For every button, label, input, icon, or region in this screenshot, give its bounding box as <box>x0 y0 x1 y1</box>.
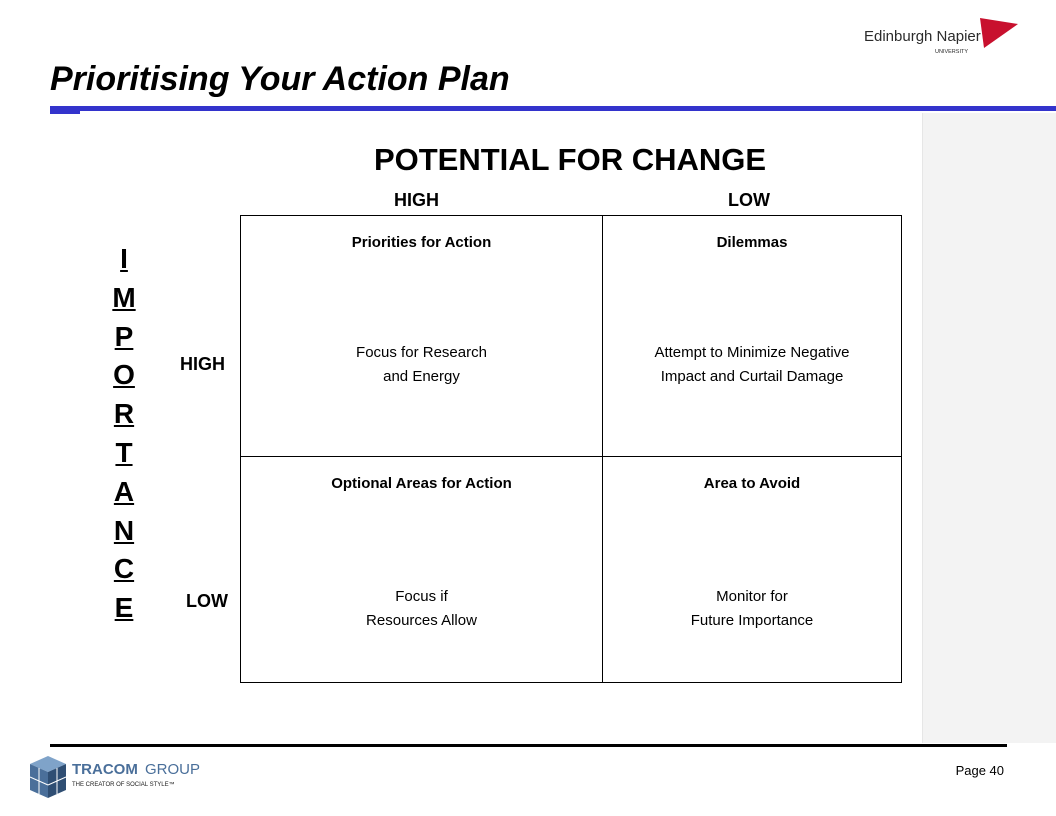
row-axis-letter: R <box>113 398 135 430</box>
cell-description <box>241 341 602 389</box>
tracom-name: TRACOM <box>72 761 138 778</box>
edinburgh-napier-logo <box>862 14 1022 60</box>
tracom-tagline: THE CREATOR OF SOCIAL STYLE™ <box>72 782 175 788</box>
row-axis-letter: T <box>115 436 133 468</box>
cell-line: and Energy <box>383 368 460 385</box>
page-number: Page 40 <box>955 763 1004 778</box>
cell-line: Future Importance <box>690 612 814 629</box>
tracom-group: GROUP <box>145 761 201 778</box>
column-label-low: LOW <box>728 190 770 210</box>
cell-description <box>603 341 901 389</box>
row-axis-letter: E <box>114 592 134 624</box>
tracom-wordmark <box>72 761 200 778</box>
logo-subtext: UNIVERSITY <box>935 49 969 55</box>
row-axis-letter: M <box>112 281 136 313</box>
title-underline <box>50 106 1056 111</box>
row-label-low: LOW <box>186 591 228 611</box>
row-axis-letter: N <box>113 514 135 546</box>
slide-title: Prioritising Your Action Plan <box>50 60 510 98</box>
matrix-cell-low-low <box>603 457 901 682</box>
cell-line: Focus for Research <box>356 344 487 361</box>
right-margin-panel <box>922 113 1056 743</box>
tracom-cube-icon <box>30 756 66 798</box>
cell-line: Focus if <box>395 588 448 605</box>
matrix-cell-low-high <box>241 457 603 682</box>
tracom-group-logo <box>26 752 226 802</box>
row-axis-letter: P <box>114 320 134 352</box>
row-axis-title <box>104 240 144 628</box>
cell-description <box>241 585 602 633</box>
cell-line: Monitor for <box>716 588 788 605</box>
cell-heading: Priorities for Action <box>351 234 492 251</box>
cell-heading: Dilemmas <box>716 234 788 251</box>
row-axis-letter: C <box>113 553 135 585</box>
cell-heading: Optional Areas for Action <box>331 475 512 492</box>
cell-description <box>603 585 901 633</box>
cell-line: Impact and Curtail Damage <box>660 368 844 385</box>
cell-line: Attempt to Minimize Negative <box>654 344 850 361</box>
matrix-cell-high-low <box>603 216 901 457</box>
logo-red-flag-icon <box>980 18 1018 48</box>
row-label-high: HIGH <box>180 354 225 374</box>
cell-heading: Area to Avoid <box>703 475 801 492</box>
priority-matrix <box>240 215 902 683</box>
row-axis-letter: I <box>120 243 128 274</box>
cell-line: Resources Allow <box>366 612 477 629</box>
row-axis-letter: O <box>113 359 135 391</box>
matrix-cell-high-high <box>241 216 603 457</box>
footer-rule <box>50 744 1007 747</box>
logo-wordmark: Edinburgh Napier <box>864 28 981 45</box>
column-axis-title: POTENTIAL FOR CHANGE <box>373 142 767 177</box>
row-axis-letter: A <box>113 475 135 507</box>
title-underline-accent <box>50 111 80 114</box>
column-label-high: HIGH <box>394 190 439 210</box>
